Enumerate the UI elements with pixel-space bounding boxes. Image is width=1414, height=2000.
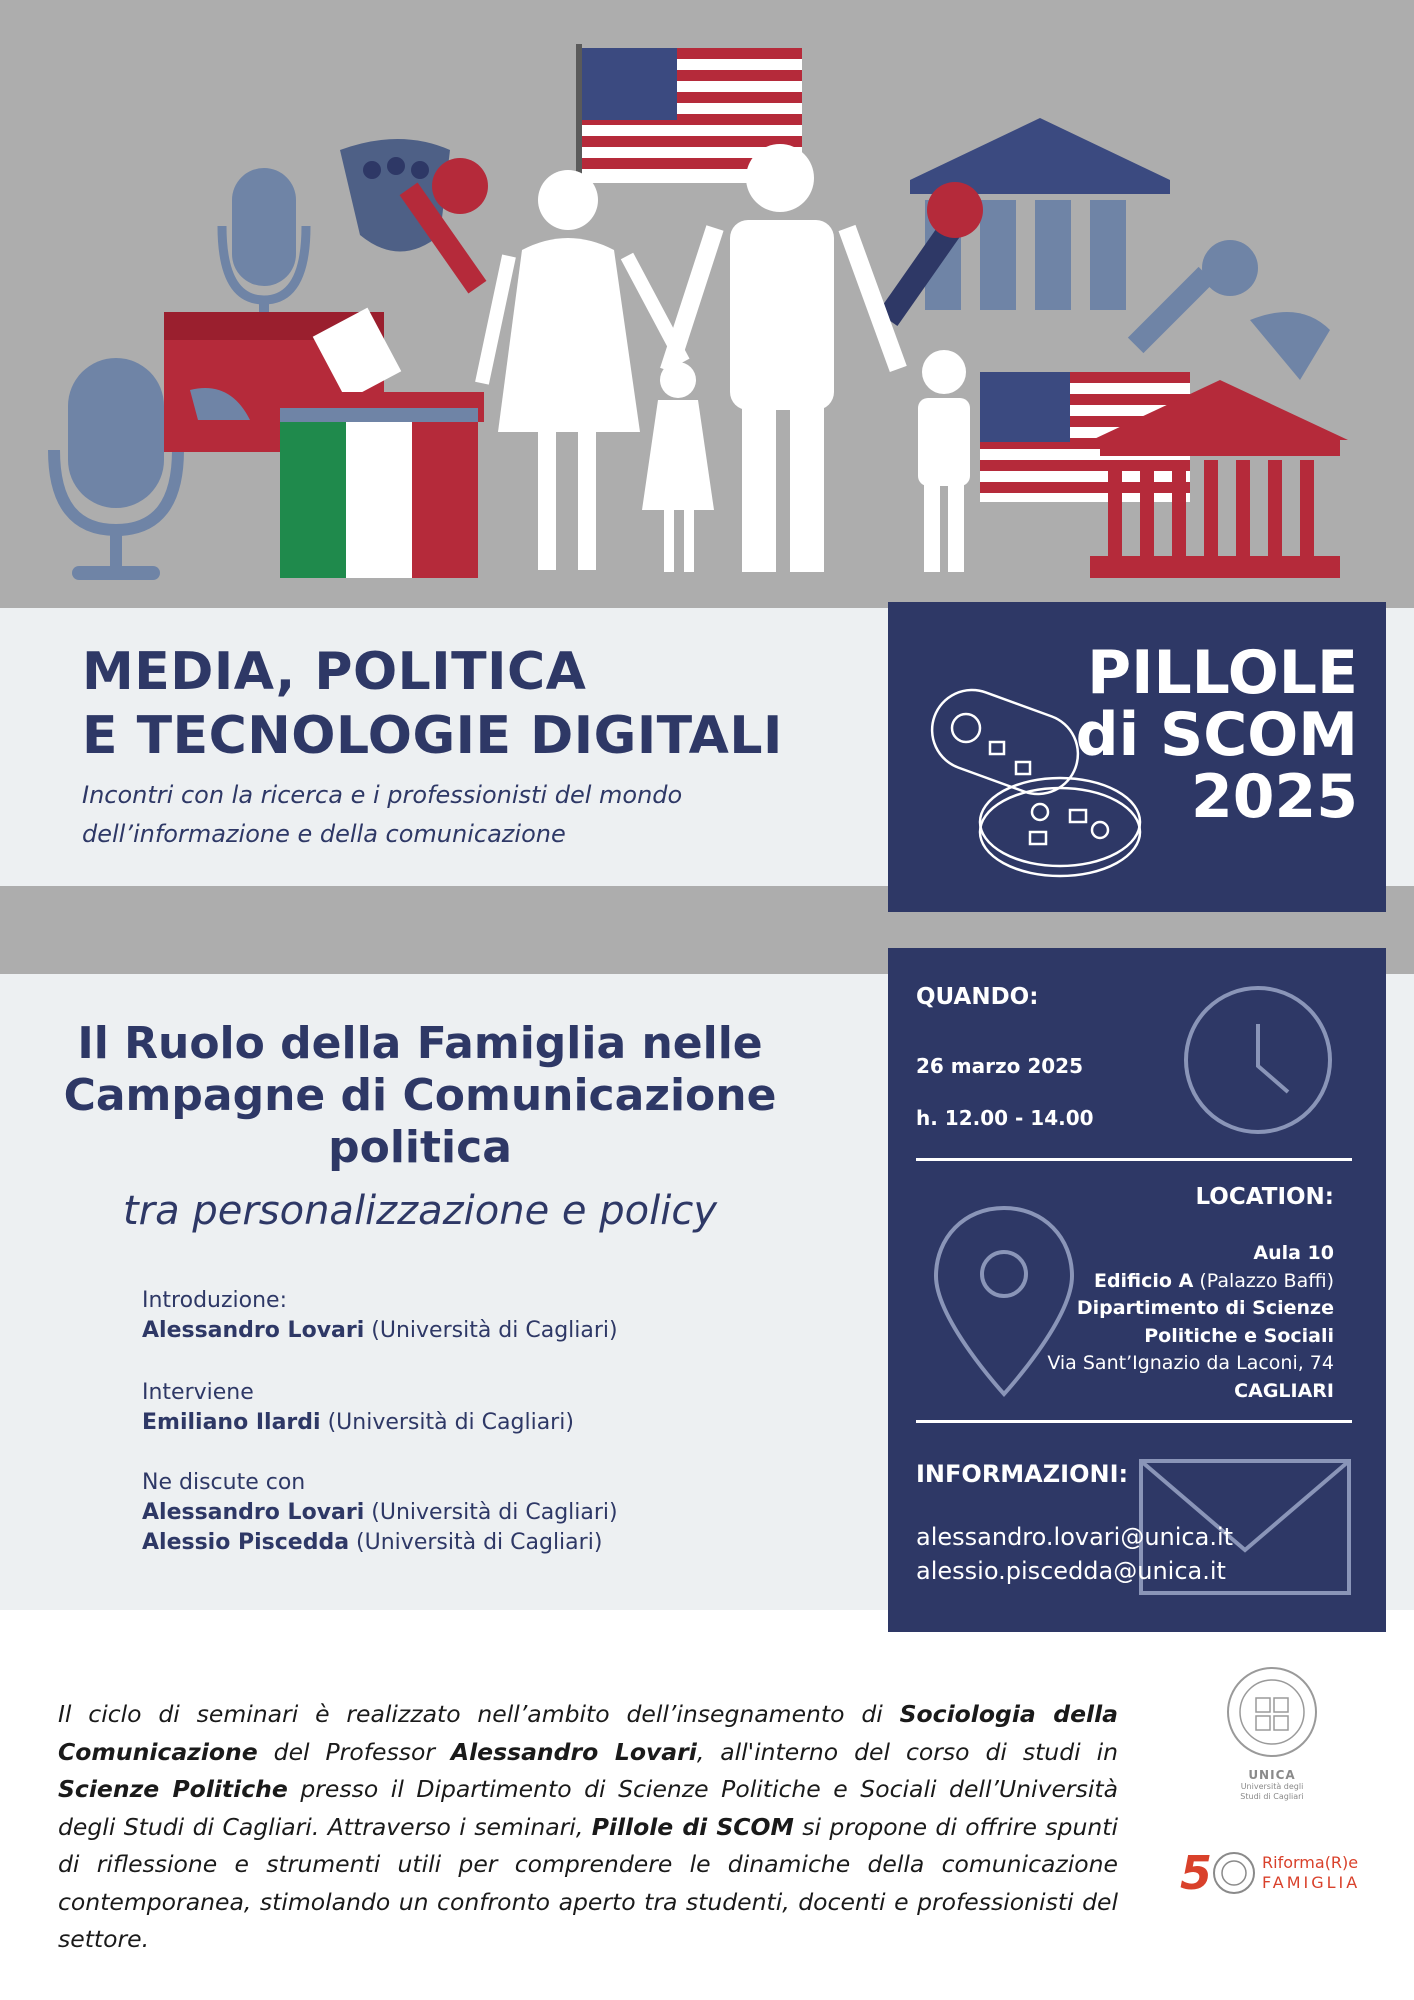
talk-subtitle: tra personalizzazione e policy xyxy=(122,1188,718,1234)
intro-label: Introduzione: xyxy=(142,1288,287,1313)
when-label: QUANDO: xyxy=(916,984,1039,1010)
location-street: Via Sant’Ignazio da Laconi, 74 xyxy=(1047,1352,1334,1374)
series-title-line2: E TECNOLOGIE DIGITALI xyxy=(82,706,783,766)
leaf-shape-icon xyxy=(1250,312,1330,380)
divider-line xyxy=(916,1420,1352,1423)
discussant-label: Ne discute con xyxy=(142,1470,306,1495)
footer-series: Pillole di SCOM xyxy=(591,1812,794,1841)
discussant-2-name: Alessio Piscedda xyxy=(142,1530,350,1555)
series-subtitle-line2: dell’informazione e della comunicazione xyxy=(82,820,566,848)
talk-title-line1: Il Ruolo della Famiglia nelle xyxy=(77,1018,763,1069)
ballot-box-italy-icon xyxy=(272,392,484,578)
family-silhouette-icon xyxy=(475,144,970,572)
speaker-label: Interviene xyxy=(142,1380,254,1405)
talk-title-line2: Campagne di Comunicazione xyxy=(63,1070,777,1121)
location-building-rest: (Palazzo Baffi) xyxy=(1193,1269,1334,1292)
discussant-1 xyxy=(142,1498,618,1528)
clock-icon xyxy=(1182,984,1334,1136)
event-time: h. 12.00 - 14.00 xyxy=(916,1106,1094,1130)
event-date: 26 marzo 2025 xyxy=(916,1054,1084,1078)
footer-text-4: presso il Dipartimento di Scienze Politiche e Sociali dell’Università degli Studi di Cagliari. Attraverso i seminari, xyxy=(58,1775,1118,1841)
intro-speaker-name: Alessandro Lovari xyxy=(142,1318,365,1343)
footer-professor: Alessandro Lovari xyxy=(450,1737,697,1766)
series-subtitle xyxy=(82,776,682,854)
series-title-line1: MEDIA, POLITICA xyxy=(82,642,587,702)
email-piscedda[interactable]: alessio.piscedda@unica.it xyxy=(916,1557,1226,1585)
series-subtitle-line1: Incontri con la ricerca e i professionisti del mondo xyxy=(82,781,683,809)
discussant-1-affil: (Università di Cagliari) xyxy=(364,1500,618,1525)
location-city: CAGLIARI xyxy=(1234,1379,1334,1402)
pillole-box xyxy=(888,602,1386,912)
footer-text-1: Il ciclo di seminari è realizzato nell’ambito dell’insegnamento di xyxy=(58,1700,900,1728)
unica-subtitle xyxy=(1222,1782,1322,1802)
riforma-line2: FAMIGLIA xyxy=(1262,1873,1361,1892)
location-details xyxy=(1047,1240,1334,1405)
footer-degree: Scienze Politiche xyxy=(58,1775,288,1803)
riforma-famiglia-logo xyxy=(1180,1846,1361,1900)
info-label: INFORMAZIONI: xyxy=(916,1460,1129,1488)
unica-subtitle-line1: Università degli xyxy=(1240,1782,1304,1791)
speaker-block xyxy=(142,1378,574,1438)
unica-logo xyxy=(1222,1664,1322,1802)
location-dept-line1: Dipartimento di Scienze xyxy=(1076,1297,1334,1319)
main-speaker-affil: (Università di Cagliari) xyxy=(320,1410,574,1435)
talk-title xyxy=(40,1018,800,1174)
footer-text-5: si propone di offrire spunti di riflessione e strumenti utili per comprendere le dinamiche della comunicazione contemporanea, stimolando un confronto aperto tra studenti, docenti e professionisti del settore. xyxy=(58,1812,1118,1953)
microphone-stand-icon xyxy=(222,168,306,322)
pillole-line1: PILLOLE xyxy=(1087,638,1358,708)
footer-text-3: , all'interno del corso di studi in xyxy=(696,1737,1118,1766)
intro-speaker-affil: (Università di Cagliari) xyxy=(364,1318,618,1343)
divider-line xyxy=(916,1158,1352,1161)
riforma-line1: Riforma(R)e xyxy=(1262,1853,1359,1872)
main-speaker-name: Emiliano Ilardi xyxy=(142,1410,321,1435)
microphone-left-icon xyxy=(54,358,178,580)
discussant-2-affil: (Università di Cagliari) xyxy=(349,1530,603,1555)
hero-artwork xyxy=(0,0,1414,608)
footer-course: Sociologia della Comunicazione xyxy=(58,1700,1119,1766)
pillole-line3: 2025 xyxy=(1191,762,1358,832)
email-lovari[interactable]: alessandro.lovari@unica.it xyxy=(916,1523,1234,1551)
discussant-block xyxy=(142,1468,618,1558)
location-room: Aula 10 xyxy=(1253,1242,1334,1264)
unica-name: UNICA xyxy=(1248,1768,1296,1782)
microphone-gray-right-icon xyxy=(1128,240,1258,353)
pillole-line2: di SCOM xyxy=(1075,700,1358,770)
location-dept-line2: Politiche e Sociali xyxy=(1144,1324,1334,1347)
footer-description xyxy=(58,1696,1118,1959)
riforma-number: 5 xyxy=(1180,1846,1213,1900)
location-building-name: Edificio A xyxy=(1093,1269,1194,1292)
location-label: LOCATION: xyxy=(1195,1184,1334,1210)
intro-block xyxy=(142,1286,618,1346)
pillole-title xyxy=(1075,638,1358,832)
unica-subtitle-line2: Studi di Cagliari xyxy=(1240,1792,1304,1801)
event-info-box xyxy=(888,948,1386,1632)
contact-emails xyxy=(916,1520,1233,1588)
discussant-1-name: Alessandro Lovari xyxy=(142,1500,365,1525)
riforma-seal-icon xyxy=(1212,1851,1256,1895)
footer-text-2: del Professor xyxy=(257,1737,451,1766)
location-building xyxy=(1047,1268,1334,1296)
discussant-2 xyxy=(142,1528,618,1558)
hero-illustration xyxy=(0,0,1414,608)
talk-title-line3: politica xyxy=(328,1122,512,1173)
series-title xyxy=(82,640,783,768)
unica-seal-icon xyxy=(1224,1664,1320,1760)
main-speaker xyxy=(142,1408,574,1438)
intro-speaker xyxy=(142,1316,618,1346)
